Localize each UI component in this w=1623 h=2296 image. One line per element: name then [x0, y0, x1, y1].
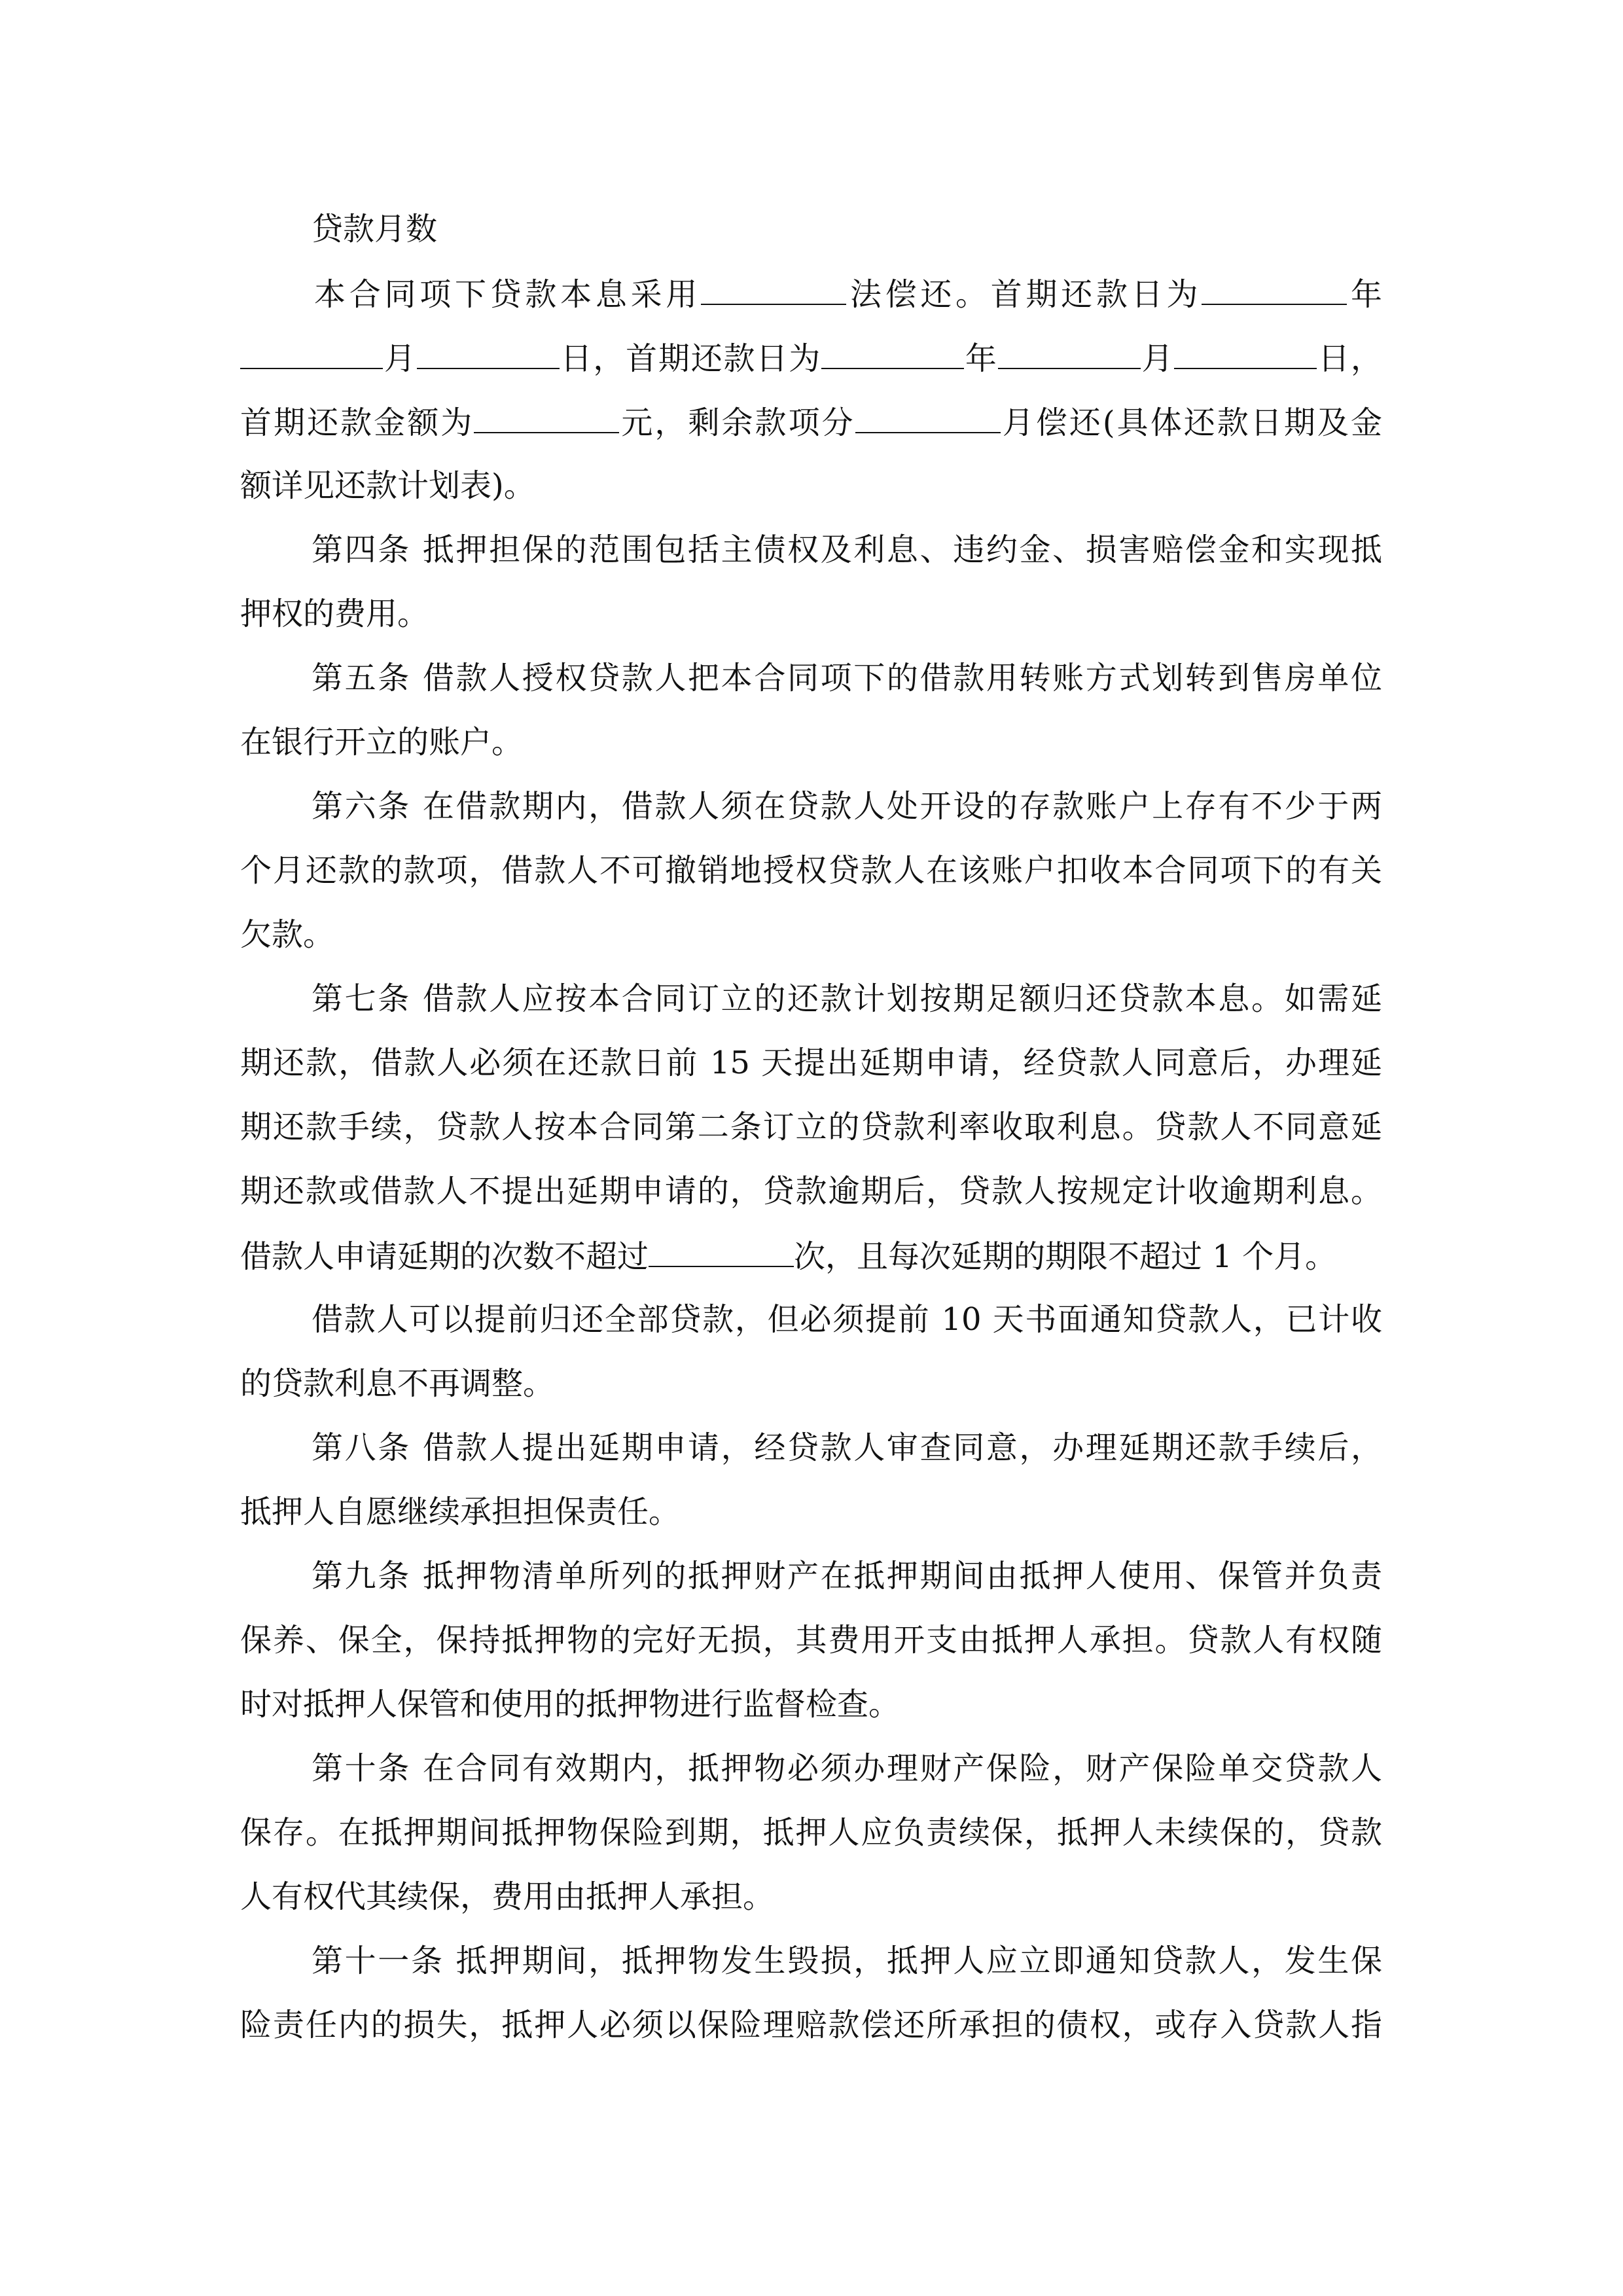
paragraph-line: 在银行开立的账户。 — [240, 724, 524, 761]
article-6-line: 第六条 在借款期内，借款人须在贷款人处开设的存款账户上存有不少于两 — [312, 788, 1382, 825]
article-7-line: 第七条 借款人应按本合同订立的还款计划按期足额归还贷款本息。如需延 — [312, 980, 1382, 1017]
paragraph-line: 险责任内的损失，抵押人必须以保险理赔款偿还所承担的债权，或存入贷款人指 — [240, 2007, 1382, 2043]
repayment-dates-line: 月 日，首期还款日为 年 月 日， — [240, 336, 1382, 378]
article-11-line: 第十一条 抵押期间，抵押物发生毁损，抵押人应立即通知贷款人，发生保 — [312, 1943, 1382, 1979]
blank-first-year[interactable] — [1202, 272, 1347, 305]
loan-months-line: 贷款月数 — [312, 211, 438, 247]
paragraph-line: 欠款。 — [240, 916, 335, 953]
paragraph-line: 抵押人自愿继续承担担保责任。 — [240, 1494, 681, 1530]
paragraph-line: 期还款，借款人必须在还款日前 15 天提出延期申请，经贷款人同意后，办理延 — [240, 1045, 1382, 1081]
paragraph-line: 的贷款利息不再调整。 — [240, 1365, 555, 1402]
blank-second-day[interactable] — [1174, 336, 1317, 369]
paragraph-line: 保养、保全，保持抵押物的完好无损，其费用开支由抵押人承担。贷款人有权随 — [240, 1622, 1382, 1659]
paragraph-line: 期还款手续，贷款人按本合同第二条订立的贷款利率收取利息。贷款人不同意延 — [240, 1109, 1382, 1145]
blank-repayment-method[interactable] — [701, 272, 846, 305]
paragraph-line: 期还款或借款人不提出延期申请的，贷款逾期后，贷款人按规定计收逾期利息。 — [240, 1173, 1382, 1210]
extension-count-line: 借款人申请延期的次数不超过 次，且每次延期的期限不超过 1 个月。 — [240, 1234, 1382, 1276]
paragraph-line: 押权的费用。 — [240, 596, 429, 632]
paragraph-line: 保存。在抵押期间抵押物保险到期，抵押人应负责续保，抵押人未续保的，贷款 — [240, 1814, 1382, 1851]
early-repayment-line: 借款人可以提前归还全部贷款，但必须提前 10 天书面通知贷款人，已计收 — [312, 1301, 1382, 1338]
blank-first-month[interactable] — [240, 336, 383, 369]
blank-remaining-months[interactable] — [855, 401, 1001, 433]
article-4-line: 第四条 抵押担保的范围包括主债权及利息、违约金、损害赔偿金和实现抵 — [312, 531, 1382, 568]
blank-second-month[interactable] — [998, 336, 1141, 369]
blank-first-day[interactable] — [417, 336, 560, 369]
article-10-line: 第十条 在合同有效期内，抵押物必须办理财产保险，财产保险单交贷款人 — [312, 1750, 1382, 1787]
repayment-method-line: 本合同项下贷款本息采用 法偿还。首期还款日为 年 — [314, 272, 1382, 314]
blank-extension-count[interactable] — [649, 1234, 794, 1267]
blank-first-payment-amount[interactable] — [474, 401, 619, 433]
paragraph-line: 个月还款的款项，借款人不可撤销地授权贷款人在该账户扣收本合同项下的有关 — [240, 852, 1382, 889]
blank-second-year[interactable] — [821, 336, 964, 369]
paragraph-line: 人有权代其续保，费用由抵押人承担。 — [240, 1878, 775, 1915]
paragraph-line: 额详见还款计划表)。 — [240, 467, 535, 504]
paragraph-line: 时对抵押人保管和使用的抵押物进行监督检查。 — [240, 1686, 901, 1723]
first-payment-amount-line: 首期还款金额为 元，剩余款项分 月偿还(具体还款日期及金 — [240, 401, 1382, 442]
article-9-line: 第九条 抵押物清单所列的抵押财产在抵押期间由抵押人使用、保管并负责 — [312, 1558, 1382, 1594]
article-5-line: 第五条 借款人授权贷款人把本合同项下的借款用转账方式划转到售房单位 — [312, 660, 1382, 696]
article-8-line: 第八条 借款人提出延期申请，经贷款人审查同意，办理延期还款手续后， — [312, 1429, 1382, 1466]
